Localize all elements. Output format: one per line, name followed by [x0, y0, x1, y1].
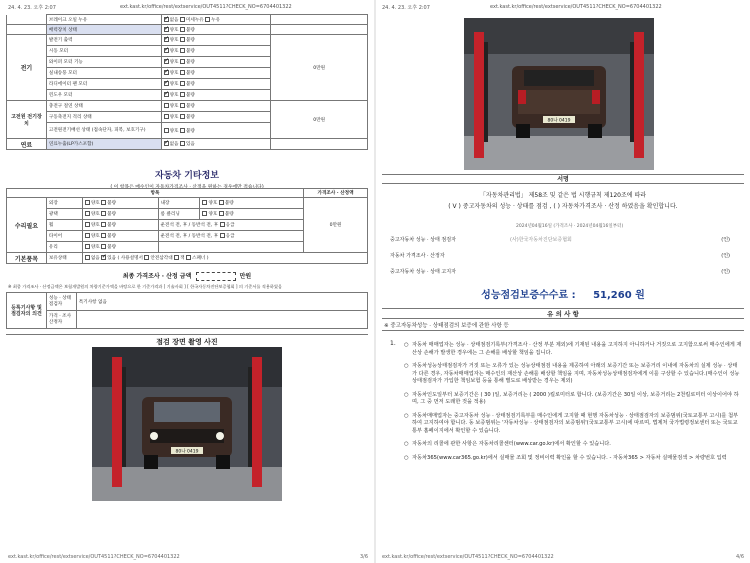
print-url: ext.kast.kr/office/rest/extservice/OUT4511?CHECK_NO=6704401322 [120, 4, 292, 10]
category-basic: 기본품목 [7, 253, 47, 264]
car-front-image [92, 347, 282, 501]
opinion-table: 등록기사항 및 점검자의 의견 성능 · 상태 점검자 특기사항 없음 가격 · 조사 산정자 [6, 292, 368, 329]
other-info-title: 자동차 기타정보 [155, 171, 219, 181]
signature-row: 자동차 가격조사 · 산정자 (인) [390, 253, 730, 259]
table-row: 와이퍼 모터 기능 ✓ 양호 불량 [7, 57, 368, 68]
table-row: 전기 발전기 출력 ✓ 양호 불량 0만원 [7, 35, 368, 46]
law-line-2: ( V ) 중고자동차의 성능 · 상태를 점검 , ( ) 자동차가격조사 · 산정 하였음을 확인합니다. [448, 203, 678, 210]
table-row: 광택 양호 불량 룸 클리닝 양호 불량 [7, 209, 368, 220]
other-info-table: 항목 가격조사 · 산정액 수리필요 외장 양호 불량 내장 양호 불량 0만원 광택 양호 불량 룸 클리닝 양호 불량 휠 양호 불량 운전석 전, 후 / 동반석 전, 후 응급 타이어 양호 불량 운전석 전, 후 / 동반석 전, 후 응급 유리 양호 불량 기본품목 보유상태 없음 ✓ 있음 ( 사용설명서 안전삼각대 잭 스패너 ) [6, 188, 368, 264]
table-row: 유리 양호 불량 [7, 242, 368, 253]
photo-title: 점검 장면 촬영 사진 [156, 338, 218, 346]
appraiser-opinion [76, 311, 367, 329]
check-options: ✓ 없음 미세누유 누유 [161, 15, 271, 25]
row-label: 배력장치 상태 [46, 25, 161, 35]
license-plate: 80나 0419 [175, 449, 199, 455]
table-row: 고전원 전기장치 충전구 절연 상태 양호 불량 0만원 [7, 101, 368, 112]
footer-page: 3/6 [360, 554, 369, 560]
table-row: 라디에이터 팬 모터 ✓ 양호 불량 [7, 79, 368, 90]
print-date: 24. 4. 23. 오후 2:07 [382, 5, 430, 11]
footer-page: 4/6 [736, 554, 745, 560]
final-price-box [196, 272, 236, 281]
check-options: ✓ 양호 불량 [161, 25, 271, 35]
print-date: 24. 4. 23. 오후 2:07 [8, 5, 56, 11]
document-page-4 [376, 0, 750, 563]
car-rear-image [464, 18, 654, 170]
list-item: ○ 자동차 매매업자는 성능 · 상태점검기록부(가격조사 · 산정 부분 제외)에 기재된 내용을 고지하지 아니하거나 거짓으로 고지함으로써 매수인에게 재산상 손해가 발생한 경우에는 그 손해를 배상할 책임을 집니다. [404, 342, 742, 356]
category-opinion: 등록기사항 및 점검자의 의견 [7, 293, 47, 329]
print-url: ext.kast.kr/office/rest/extservice/OUT4511?CHECK_NO=6704401322 [490, 4, 662, 10]
table-row [7, 25, 368, 35]
hv-amount: 0만원 [271, 101, 368, 139]
list-item: ○ 자동차성능상태점검자가 거짓 또는 오류가 있는 성능상태점검 내용을 제공하여 아래의 보증기간 또는 보증거리 이내에 자동차의 실제 성능 · 상태가 다른 경우, 자동차매매업자는 매수인의 재산상 손해를 배상할 책임을 지며, 자동차성능상태점검자에게 이를 구상할 수 있습니다.(매수인이 성능상태점검자가 가입한 책임보험 등을 통해 별도로 배상받는 경우는 제외) [404, 363, 740, 385]
warranty-fee-amount: 51,260 원 [593, 290, 645, 301]
inspection-table [6, 14, 368, 150]
category-high-voltage: 고전원 전기장치 [7, 101, 47, 139]
table-row: 수리필요 외장 양호 불량 내장 양호 불량 0만원 [7, 198, 368, 209]
final-price-note: ※ 최종 가격조사 · 산정금액은 보험개발원의 차량기준가액을 바탕으로 한 기준가격과 [ 기술사회 ] [ 한국자동차진단보증협회 ] 의 기준서를 적용하였음 [8, 284, 283, 289]
table-row: 구동축전지 격리 상태 양호 불량 [7, 112, 368, 123]
list-item: ○ 자동차인도일부터 보증기간은 ( 30 )일, 보증거리는 ( 2000 )킬로미터로 합니다. (보증기간은 30일 이상, 보증거리는 2천킬로미터 이상이어야 하며, 그 중 먼저 도래한 것을 적용) [404, 391, 739, 406]
repair-amount: 0만원 [304, 198, 368, 253]
table-row: 휠 양호 불량 운전석 전, 후 / 동반석 전, 후 응급 [7, 220, 368, 231]
table-row: 윈도우 모터 ✓ 양호 불량 [7, 90, 368, 101]
inspector-opinion: 특기사항 없음 [76, 293, 367, 311]
seal-mark: (인) [721, 269, 730, 275]
footer-url: ext.kast.kr/office/rest/extservice/OUT4511?CHECK_NO=6704401322 [382, 554, 554, 560]
seal-mark: (인) [721, 253, 730, 259]
notice-number: 1. [390, 340, 396, 347]
table-row: 기본품목 보유상태 없음 ✓ 있음 ( 사용설명서 안전삼각대 잭 스패너 ) [7, 253, 368, 264]
table-row: 실내송풍 모터 ✓ 양호 불량 [7, 68, 368, 79]
notice-subtitle: ※ 중고자동차성능 · 상태점검의 보증에 관한 사항 등 [384, 323, 509, 329]
list-item: ○ 자동차매매업자는 중고자동차 성능 · 상태점검기록부를 매수인에게 고지할 때 현행 자동차성능 · 상태점검자의 보증범위(국토교통부 고시)를 첨부하여 고지하여야 합니다. 동 보증범위는 '자동차성능 · 상태점검자의 보증범위'(국토교통부 고시)에 따르며, 법제처 국가법령정보센터 또는 국토교통부 홈페이지에서 확인할 수 있습니다. [404, 412, 739, 434]
category-repair: 수리필요 [7, 198, 47, 253]
inspection-date: 2024년04월16일 (가격조사 · 2024년04월16일부터) [516, 224, 624, 229]
table-row: 시동 모터 ✓ 양호 불량 [7, 46, 368, 57]
seal-mark: (인) [721, 237, 730, 243]
row-label: 브레이크 오일 누유 [46, 15, 161, 25]
license-plate: 80나 0419 [547, 118, 571, 124]
inspection-photo-front [92, 347, 282, 501]
other-info-subtitle: ( 이 항목은 매수인이 자동차가격조사 · 산정을 원하는 경우에만 적습니다) [110, 185, 264, 190]
list-item: ○ 자동차365(www.car365.go.kr)에서 실매물 조회 및 정비이력 확인을 할 수 있습니다. - 자동차365 > 자동차 실매물검색 > 차량번호 입력 [404, 454, 727, 461]
law-line-1: 「자동차관리법」 제58조 및 같은 법 시행규칙 제120조에 따라 [479, 192, 647, 199]
signature-rows [390, 236, 730, 284]
table-row: 타이어 양호 불량 운전석 전, 후 / 동반석 전, 후 응급 [7, 231, 368, 242]
notice-title: 유 의 사 항 [382, 308, 744, 319]
document-page-3 [0, 0, 374, 563]
list-item: ○ 자동차의 리콜에 관한 사항은 자동차리콜센터(www.car.go.kr)에서 확인할 수 있습니다. [404, 441, 611, 448]
table-row [7, 15, 368, 25]
final-price: 최종 가격조사 · 산정 금액 만원 [122, 273, 252, 280]
inspection-photo-rear [464, 18, 654, 170]
footer-url: ext.kast.kr/office/rest/extservice/OUT4511?CHECK_NO=6704401322 [8, 554, 180, 560]
category-fuel: 연료 [7, 139, 47, 150]
signature-row: 중고자동차 성능 · 상태 고지자 (인) [390, 269, 730, 275]
signature-row: 중고자동차 성능 · 상태 점검자 (사)한국자동차진단보증협회 (인) [390, 237, 730, 243]
sign-title: 서명 [382, 174, 744, 184]
table-row: 연료 연료누출(LP가스포함) ✓ 없음 있음 [7, 139, 368, 150]
notice-list [404, 342, 742, 468]
category-electric: 전기 [7, 35, 47, 101]
warranty-fee: 성능점검보증수수료 : 51,260 원 [481, 290, 645, 301]
electric-amount: 0만원 [271, 35, 368, 101]
table-row: 고전원전기배선 상태 (접속단자, 피복, 보호기구) 양호 불량 [7, 123, 368, 139]
